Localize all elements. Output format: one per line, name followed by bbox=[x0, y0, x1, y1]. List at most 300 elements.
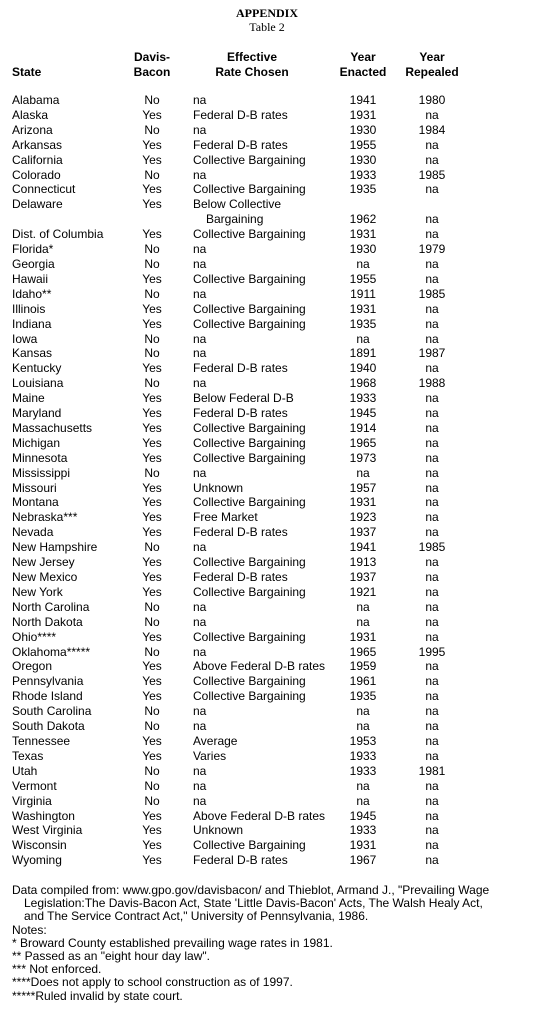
year-enacted-cell: 1957 bbox=[349, 480, 377, 495]
year-enacted-cell: 1973 bbox=[349, 450, 377, 465]
state-cell: Tennessee bbox=[12, 733, 71, 748]
year-enacted-cell: 1923 bbox=[349, 510, 377, 525]
year-repealed-cell: na bbox=[425, 391, 439, 406]
year-repealed-cell: na bbox=[425, 271, 439, 286]
davis-bacon-cell: No bbox=[144, 122, 160, 137]
rate-cell: na bbox=[193, 242, 207, 257]
table-row bbox=[0, 391, 543, 406]
year-enacted-cell: 1953 bbox=[349, 733, 377, 748]
davis-bacon-cell: Yes bbox=[142, 495, 162, 510]
year-enacted-cell: 1931 bbox=[349, 495, 377, 510]
source-citation bbox=[12, 884, 538, 924]
year-repealed-cell: na bbox=[425, 525, 439, 540]
davis-bacon-cell: Yes bbox=[142, 689, 162, 704]
header-rate-line1: Effective bbox=[226, 50, 278, 64]
year-repealed-cell: na bbox=[425, 599, 439, 614]
note-item: ** Passed as an "eight hour day law". bbox=[12, 949, 210, 964]
davis-bacon-cell: No bbox=[144, 167, 160, 182]
source-line: Legislation:The Davis-Bacon Act, State 'Little Davis-Bacon' Acts, The Walsh Healy Act, bbox=[24, 896, 483, 911]
year-enacted-cell: na bbox=[356, 704, 370, 719]
table-row bbox=[0, 838, 543, 853]
rate-cell: Below Collective bbox=[193, 197, 282, 212]
davis-bacon-cell: Yes bbox=[142, 480, 162, 495]
year-enacted-cell: 1965 bbox=[349, 644, 377, 659]
davis-bacon-cell: Yes bbox=[142, 659, 162, 674]
table-row bbox=[0, 332, 543, 347]
year-repealed-cell: na bbox=[425, 406, 439, 421]
davis-bacon-cell: Yes bbox=[142, 823, 162, 838]
year-repealed-cell: 1995 bbox=[418, 644, 446, 659]
state-cell: Alabama bbox=[12, 93, 60, 107]
rate-cell: Federal D-B rates bbox=[193, 406, 288, 421]
table-row bbox=[0, 749, 543, 764]
year-repealed-cell: na bbox=[425, 316, 439, 331]
table-row bbox=[0, 227, 543, 242]
table-row bbox=[0, 138, 543, 153]
table-row bbox=[0, 585, 543, 600]
table-row bbox=[0, 421, 543, 436]
year-repealed-cell: na bbox=[425, 420, 439, 435]
rate-cell: Collective Bargaining bbox=[193, 450, 306, 465]
davis-bacon-cell: Yes bbox=[142, 152, 162, 167]
year-enacted-cell: na bbox=[356, 719, 370, 734]
table-row bbox=[0, 495, 543, 510]
year-repealed-cell: na bbox=[425, 212, 439, 227]
state-cell: North Carolina bbox=[12, 599, 90, 614]
davis-bacon-cell: No bbox=[144, 93, 160, 107]
year-enacted-cell: 1914 bbox=[349, 420, 377, 435]
state-cell: Utah bbox=[12, 763, 38, 778]
davis-bacon-cell: Yes bbox=[142, 182, 162, 197]
rate-cell: Collective Bargaining bbox=[193, 152, 306, 167]
davis-bacon-cell: No bbox=[144, 331, 160, 346]
table-row bbox=[0, 346, 543, 361]
year-enacted-cell: na bbox=[356, 465, 370, 480]
davis-bacon-cell: Yes bbox=[142, 197, 162, 212]
state-cell: Minnesota bbox=[12, 450, 68, 465]
state-cell: Indiana bbox=[12, 316, 52, 331]
rate-cell: na bbox=[193, 346, 207, 361]
rate-cell: na bbox=[193, 778, 207, 793]
table-row bbox=[0, 734, 543, 749]
table-row bbox=[0, 361, 543, 376]
davis-bacon-cell: No bbox=[144, 778, 160, 793]
rate-cell: Collective Bargaining bbox=[193, 435, 306, 450]
year-enacted-cell: 1933 bbox=[349, 748, 377, 763]
year-repealed-cell: na bbox=[425, 450, 439, 465]
state-cell: Oklahoma***** bbox=[12, 644, 91, 659]
rate-cell: Unknown bbox=[193, 480, 244, 495]
year-enacted-cell: 1933 bbox=[349, 391, 377, 406]
rate-cell: na bbox=[193, 704, 207, 719]
davis-bacon-cell: No bbox=[144, 540, 160, 555]
state-cell: Wyoming bbox=[12, 853, 62, 868]
davis-bacon-cell: No bbox=[144, 465, 160, 480]
davis-bacon-cell: Yes bbox=[142, 733, 162, 748]
davis-bacon-cell: No bbox=[144, 376, 160, 391]
year-repealed-cell: na bbox=[425, 480, 439, 495]
table-row bbox=[0, 272, 543, 287]
rate-cell: Federal D-B rates bbox=[193, 525, 288, 540]
year-enacted-cell: 1931 bbox=[349, 107, 377, 122]
year-repealed-cell: na bbox=[425, 301, 439, 316]
state-cell: Nevada bbox=[12, 525, 54, 540]
state-table-body bbox=[0, 93, 543, 868]
table-row bbox=[0, 809, 543, 824]
year-repealed-cell: na bbox=[425, 182, 439, 197]
davis-bacon-cell: No bbox=[144, 644, 160, 659]
year-enacted-cell: na bbox=[356, 793, 370, 808]
table-row bbox=[0, 93, 543, 108]
year-enacted-cell: 1891 bbox=[349, 346, 377, 361]
davis-bacon-cell: Yes bbox=[142, 674, 162, 689]
year-repealed-cell: na bbox=[425, 719, 439, 734]
davis-bacon-cell: No bbox=[144, 719, 160, 734]
header-state: State bbox=[12, 65, 42, 79]
year-repealed-cell: 1987 bbox=[418, 346, 446, 361]
davis-bacon-cell: Yes bbox=[142, 838, 162, 853]
davis-bacon-cell: Yes bbox=[142, 450, 162, 465]
year-enacted-cell: 1955 bbox=[349, 137, 377, 152]
state-cell: South Carolina bbox=[12, 704, 92, 719]
state-cell: Arizona bbox=[12, 122, 53, 137]
year-repealed-cell: na bbox=[425, 778, 439, 793]
header-davis-bacon-line2: Bacon bbox=[133, 65, 171, 79]
rate-cell: na bbox=[193, 256, 207, 271]
rate-cell: Collective Bargaining bbox=[193, 838, 306, 853]
table-row bbox=[0, 510, 543, 525]
year-repealed-cell: na bbox=[425, 555, 439, 570]
year-repealed-cell: na bbox=[425, 331, 439, 346]
davis-bacon-cell: Yes bbox=[142, 808, 162, 823]
state-cell: Maryland bbox=[12, 406, 62, 421]
state-cell: West Virginia bbox=[12, 823, 83, 838]
davis-bacon-cell: No bbox=[144, 614, 160, 629]
note-item: *****Ruled invalid by state court. bbox=[12, 988, 183, 1003]
year-repealed-cell: 1979 bbox=[418, 242, 446, 257]
davis-bacon-cell: Yes bbox=[142, 555, 162, 570]
state-cell: Louisiana bbox=[12, 376, 64, 391]
year-repealed-cell: 1985 bbox=[418, 286, 446, 301]
davis-bacon-cell: No bbox=[144, 793, 160, 808]
year-repealed-cell: na bbox=[425, 435, 439, 450]
state-cell: Texas bbox=[12, 748, 44, 763]
table-row bbox=[0, 287, 543, 302]
state-cell: California bbox=[12, 152, 63, 167]
year-repealed-cell: na bbox=[425, 733, 439, 748]
year-enacted-cell: 1945 bbox=[349, 406, 377, 421]
table-row bbox=[0, 823, 543, 838]
year-repealed-cell: na bbox=[425, 152, 439, 167]
table-row bbox=[0, 376, 543, 391]
year-repealed-cell: na bbox=[425, 659, 439, 674]
year-repealed-cell: na bbox=[425, 689, 439, 704]
header-davis-bacon-line1: Davis- bbox=[133, 50, 171, 64]
rate-cell: Above Federal D-B rates bbox=[193, 808, 326, 823]
year-repealed-cell: na bbox=[425, 570, 439, 585]
state-cell: Montana bbox=[12, 495, 59, 510]
state-cell: Kentucky bbox=[12, 361, 62, 376]
state-cell: New Hampshire bbox=[12, 540, 98, 555]
table-row bbox=[0, 153, 543, 168]
state-cell: Wisconsin bbox=[12, 838, 67, 853]
rate-cell: Collective Bargaining bbox=[193, 555, 306, 570]
year-enacted-cell: 1937 bbox=[349, 570, 377, 585]
year-enacted-cell: 1968 bbox=[349, 376, 377, 391]
year-enacted-cell: 1913 bbox=[349, 555, 377, 570]
table-row bbox=[0, 674, 543, 689]
year-enacted-cell: 1962 bbox=[349, 212, 377, 227]
year-enacted-cell: 1941 bbox=[349, 93, 377, 107]
state-cell: Colorado bbox=[12, 167, 61, 182]
state-cell: Nebraska*** bbox=[12, 510, 78, 525]
year-repealed-cell: na bbox=[425, 137, 439, 152]
state-cell: Arkansas bbox=[12, 137, 63, 152]
state-cell: New Mexico bbox=[12, 570, 78, 585]
davis-bacon-cell: No bbox=[144, 704, 160, 719]
rate-cell: Collective Bargaining bbox=[193, 629, 306, 644]
year-enacted-cell: 1921 bbox=[349, 584, 377, 599]
table-row bbox=[0, 853, 543, 868]
state-cell: Florida* bbox=[12, 242, 54, 257]
rate-cell: Collective Bargaining bbox=[193, 227, 306, 242]
year-repealed-cell: na bbox=[425, 808, 439, 823]
year-repealed-cell: 1985 bbox=[418, 540, 446, 555]
table-subtitle: Table 2 bbox=[249, 20, 285, 34]
year-repealed-cell: na bbox=[425, 495, 439, 510]
table-row bbox=[0, 794, 543, 809]
year-repealed-cell: na bbox=[425, 614, 439, 629]
rate-cell: Federal D-B rates bbox=[193, 570, 288, 585]
table-row bbox=[0, 779, 543, 794]
davis-bacon-cell: Yes bbox=[142, 853, 162, 868]
year-enacted-cell: 1959 bbox=[349, 659, 377, 674]
state-cell: Vermont bbox=[12, 778, 57, 793]
year-repealed-cell: na bbox=[425, 674, 439, 689]
davis-bacon-cell: Yes bbox=[142, 510, 162, 525]
state-cell: North Dakota bbox=[12, 614, 83, 629]
year-repealed-cell: 1985 bbox=[418, 167, 446, 182]
rate-cell: na bbox=[193, 793, 207, 808]
rate-cell: Average bbox=[193, 733, 238, 748]
year-repealed-cell: na bbox=[425, 629, 439, 644]
table-row bbox=[0, 242, 543, 257]
year-enacted-cell: 1931 bbox=[349, 301, 377, 316]
davis-bacon-cell: Yes bbox=[142, 301, 162, 316]
year-enacted-cell: 1933 bbox=[349, 167, 377, 182]
rate-cell: na bbox=[193, 331, 207, 346]
table-row bbox=[0, 436, 543, 451]
rate-cell: Collective Bargaining bbox=[193, 316, 306, 331]
year-enacted-cell: 1930 bbox=[349, 122, 377, 137]
table-row bbox=[0, 197, 543, 227]
notes-label: Notes: bbox=[12, 922, 47, 937]
table-row bbox=[0, 481, 543, 496]
table-row bbox=[0, 451, 543, 466]
year-enacted-cell: 1940 bbox=[349, 361, 377, 376]
rate-cell: na bbox=[193, 465, 207, 480]
year-repealed-cell: 1981 bbox=[418, 763, 446, 778]
year-enacted-cell: 1930 bbox=[349, 152, 377, 167]
table-row bbox=[0, 406, 543, 421]
davis-bacon-cell: No bbox=[144, 763, 160, 778]
state-cell: Iowa bbox=[12, 331, 38, 346]
year-repealed-cell: na bbox=[425, 853, 439, 868]
table-row bbox=[0, 689, 543, 704]
year-enacted-cell: 1935 bbox=[349, 316, 377, 331]
rate-cell: Collective Bargaining bbox=[193, 301, 306, 316]
table-row bbox=[0, 615, 543, 630]
davis-bacon-cell: Yes bbox=[142, 748, 162, 763]
table-row bbox=[0, 123, 543, 138]
rate-cell: na bbox=[193, 93, 207, 107]
table-row bbox=[0, 645, 543, 660]
state-cell: Massachusetts bbox=[12, 420, 93, 435]
table-row bbox=[0, 570, 543, 585]
year-repealed-cell: na bbox=[425, 748, 439, 763]
table-row bbox=[0, 719, 543, 734]
year-enacted-cell: na bbox=[356, 331, 370, 346]
state-cell: Hawaii bbox=[12, 271, 49, 286]
rate-cell: na bbox=[193, 614, 207, 629]
year-enacted-cell: na bbox=[356, 778, 370, 793]
davis-bacon-cell: Yes bbox=[142, 227, 162, 242]
year-repealed-cell: na bbox=[425, 227, 439, 242]
note-item: * Broward County established prevailing wage rates in 1981. bbox=[12, 935, 333, 950]
davis-bacon-cell: Yes bbox=[142, 316, 162, 331]
state-cell: Maine bbox=[12, 391, 45, 406]
state-cell: New Jersey bbox=[12, 555, 75, 570]
state-cell: Missouri bbox=[12, 480, 57, 495]
rate-cell: na bbox=[193, 122, 207, 137]
table-row bbox=[0, 540, 543, 555]
year-repealed-cell: 1984 bbox=[418, 122, 446, 137]
note-item: ****Does not apply to school construction as of 1997. bbox=[12, 975, 293, 990]
table-row bbox=[0, 108, 543, 123]
davis-bacon-cell: Yes bbox=[142, 406, 162, 421]
header-repealed-line1: Year bbox=[419, 50, 445, 64]
davis-bacon-cell: No bbox=[144, 346, 160, 361]
state-cell: Delaware bbox=[12, 197, 63, 212]
rate-cell: Free Market bbox=[193, 510, 258, 525]
year-enacted-cell: 1945 bbox=[349, 808, 377, 823]
table-row bbox=[0, 257, 543, 272]
rate-cell: Above Federal D-B rates bbox=[193, 659, 326, 674]
rate-cell: na bbox=[193, 719, 207, 734]
header-rate-line2: Rate Chosen bbox=[215, 65, 289, 79]
year-enacted-cell: 1967 bbox=[349, 853, 377, 868]
year-repealed-cell: na bbox=[425, 256, 439, 271]
rate-cell: Federal D-B rates bbox=[193, 137, 288, 152]
rate-cell: Varies bbox=[193, 748, 227, 763]
source-line: and The Service Contract Act," University of Pennsylvania, 1986. bbox=[24, 909, 369, 924]
davis-bacon-cell: Yes bbox=[142, 435, 162, 450]
source-line: Data compiled from: www.gpo.gov/davisbacon/ and Thieblot, Armand J., "Prevailing Wage bbox=[12, 883, 490, 897]
year-enacted-cell: 1961 bbox=[349, 674, 377, 689]
year-enacted-cell: 1937 bbox=[349, 525, 377, 540]
rate-cell: Unknown bbox=[193, 823, 244, 838]
rate-cell: na bbox=[193, 644, 207, 659]
table-row bbox=[0, 555, 543, 570]
table-row bbox=[0, 525, 543, 540]
rate-cell: Federal D-B rates bbox=[193, 107, 288, 122]
header-repealed-line2: Repealed bbox=[405, 65, 459, 79]
year-enacted-cell: 1930 bbox=[349, 242, 377, 257]
rate-cell: Collective Bargaining bbox=[193, 674, 306, 689]
rate-cell: na bbox=[193, 763, 207, 778]
rate-cell: Collective Bargaining bbox=[193, 495, 306, 510]
table-row bbox=[0, 302, 543, 317]
year-enacted-cell: 1955 bbox=[349, 271, 377, 286]
state-cell: Illinois bbox=[12, 301, 46, 316]
state-cell: Rhode Island bbox=[12, 689, 83, 704]
year-enacted-cell: 1931 bbox=[349, 629, 377, 644]
state-cell: Pennsylvania bbox=[12, 674, 84, 689]
year-enacted-cell: 1935 bbox=[349, 182, 377, 197]
year-enacted-cell: 1933 bbox=[349, 823, 377, 838]
state-cell: Virginia bbox=[12, 793, 52, 808]
state-cell: Ohio**** bbox=[12, 629, 57, 644]
rate-cell: Collective Bargaining bbox=[193, 271, 306, 286]
header-enacted-line2: Enacted bbox=[339, 65, 387, 79]
rate-cell: Collective Bargaining bbox=[193, 182, 306, 197]
rate-cell: na bbox=[193, 599, 207, 614]
year-repealed-cell: na bbox=[425, 107, 439, 122]
davis-bacon-cell: Yes bbox=[142, 107, 162, 122]
rate-cell: Below Federal D-B bbox=[193, 391, 294, 406]
year-repealed-cell: na bbox=[425, 361, 439, 376]
year-enacted-cell: na bbox=[356, 256, 370, 271]
table-row bbox=[0, 630, 543, 645]
year-enacted-cell: 1931 bbox=[349, 227, 377, 242]
table-title: APPENDIX bbox=[236, 6, 298, 20]
header-enacted-line1: Year bbox=[350, 50, 376, 64]
rate-cell-continued: Bargaining bbox=[206, 212, 264, 227]
rate-cell: na bbox=[193, 286, 207, 301]
year-enacted-cell: na bbox=[356, 599, 370, 614]
table-row bbox=[0, 600, 543, 615]
year-enacted-cell: 1933 bbox=[349, 763, 377, 778]
state-cell: New York bbox=[12, 584, 63, 599]
year-repealed-cell: na bbox=[425, 793, 439, 808]
year-repealed-cell: na bbox=[425, 704, 439, 719]
rate-cell: Collective Bargaining bbox=[193, 689, 306, 704]
table-row bbox=[0, 764, 543, 779]
table-row bbox=[0, 168, 543, 183]
rate-cell: Collective Bargaining bbox=[193, 584, 306, 599]
year-repealed-cell: na bbox=[425, 823, 439, 838]
state-cell: Idaho** bbox=[12, 286, 52, 301]
year-repealed-cell: na bbox=[425, 838, 439, 853]
year-repealed-cell: na bbox=[425, 584, 439, 599]
davis-bacon-cell: Yes bbox=[142, 570, 162, 585]
note-item: *** Not enforced. bbox=[12, 962, 102, 977]
table-row bbox=[0, 466, 543, 481]
year-enacted-cell: 1931 bbox=[349, 838, 377, 853]
year-enacted-cell: 1911 bbox=[350, 286, 376, 301]
davis-bacon-cell: No bbox=[144, 286, 160, 301]
year-repealed-cell: na bbox=[425, 465, 439, 480]
davis-bacon-cell: Yes bbox=[142, 584, 162, 599]
year-repealed-cell: na bbox=[425, 510, 439, 525]
rate-cell: Federal D-B rates bbox=[193, 361, 288, 376]
state-cell: South Dakota bbox=[12, 719, 85, 734]
year-enacted-cell: 1965 bbox=[349, 435, 377, 450]
year-repealed-cell: 1980 bbox=[418, 93, 446, 107]
davis-bacon-cell: No bbox=[144, 256, 160, 271]
davis-bacon-cell: Yes bbox=[142, 137, 162, 152]
table-row bbox=[0, 182, 543, 197]
